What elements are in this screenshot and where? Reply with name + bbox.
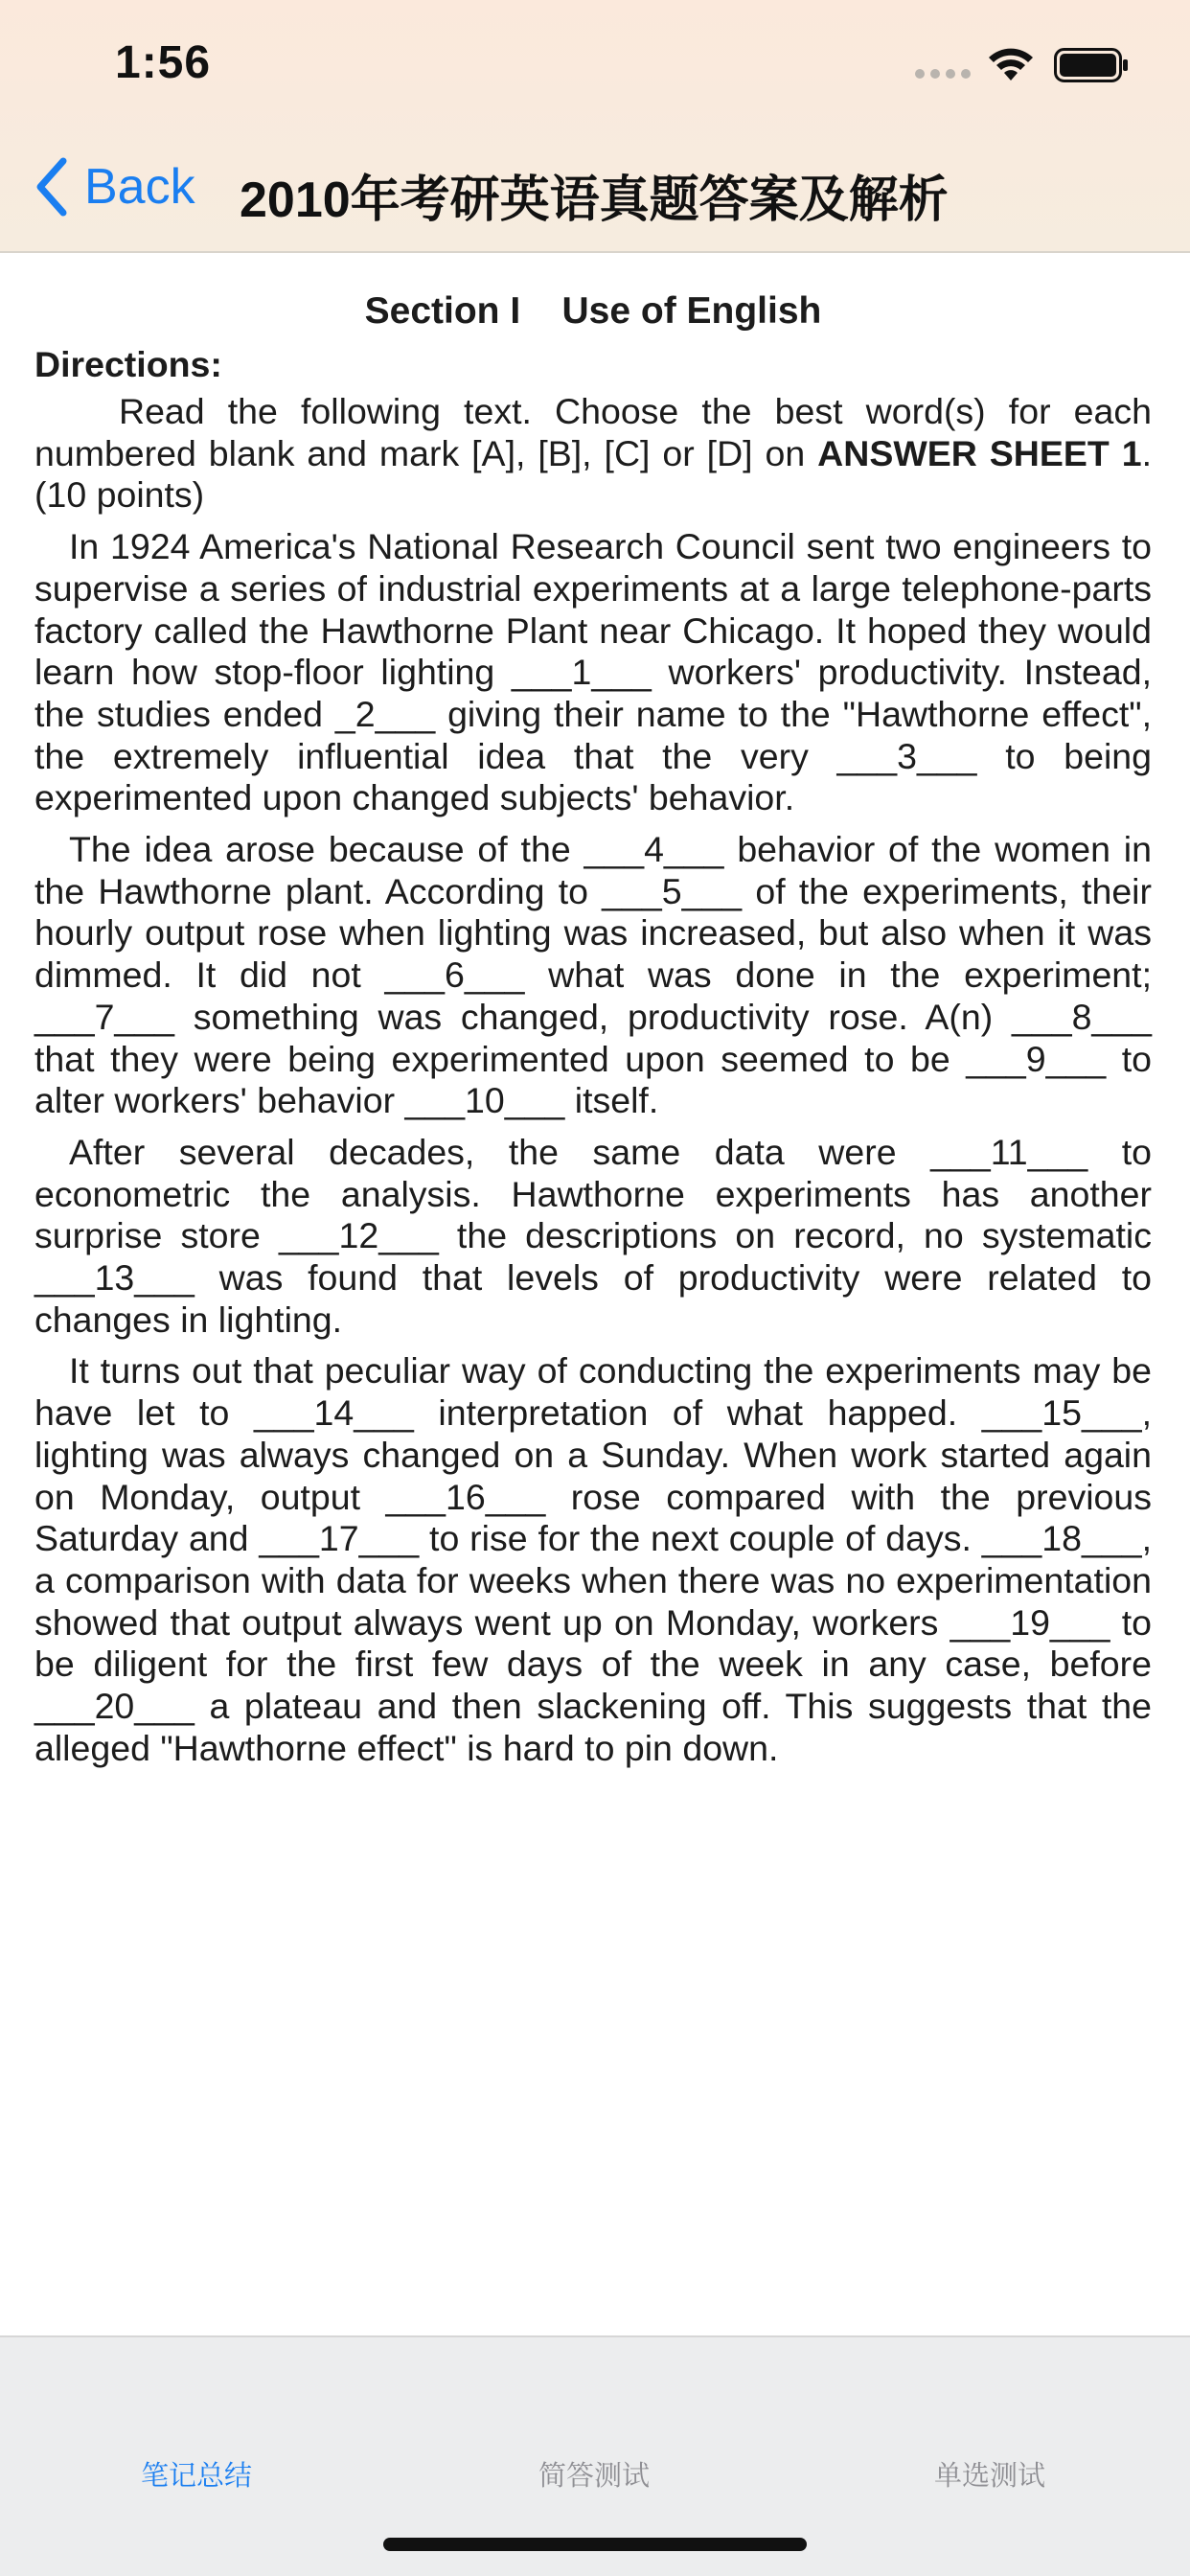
directions-text: [34, 391, 1152, 517]
tab-notes-summary[interactable]: 笔记总结: [140, 2461, 252, 2492]
navigation-header: [0, 0, 1190, 253]
cellular-signal-icon: [915, 69, 971, 79]
section-title: Section I Use of English: [364, 290, 822, 332]
paragraph-3: After several decades, the same data were ___11___ to econometric the analysis. Hawthorne experiments has another surprise store ___12___ the descriptions on record, no systematic ___13___ was found that levels of productivity were related to changes in lighting.: [34, 1131, 1152, 1340]
paragraph-2: The idea arose because of the ___4___ behavior of the women in the Hawthorne plant. According to ___5___ of the experiments, their hourly output rose when lighting was increased, but also when it was dimmed. It did not ___6___ what was done in the experiment; ___7___ something was changed, productivity rose. A(n) ___8___ that they were being experimented upon seemed to be ___9___ to alter workers' behavior ___10___ itself.: [34, 829, 1152, 1121]
tab-short-answer-test[interactable]: 简答测试: [538, 2461, 650, 2492]
directions-label: Directions:: [34, 344, 222, 384]
page-title: 2010年考研英语真题答案及解析: [240, 172, 949, 228]
wifi-icon: [987, 46, 1035, 84]
tab-single-choice-test[interactable]: 单选测试: [933, 2461, 1045, 2492]
back-button[interactable]: [33, 153, 195, 220]
status-time: 1:56: [115, 37, 212, 88]
directions-text-pre: Read the following text. Choose the best word(s) for each numbered blank and mark [A], [B], [C] or [D] on: [34, 391, 1152, 473]
back-button-label: Back: [84, 159, 195, 215]
battery-icon: [1054, 48, 1129, 82]
chevron-left-icon: [33, 157, 71, 217]
directions-text-post: . (10 points): [34, 432, 1152, 516]
paragraph-4: It turns out that peculiar way of conducting the experiments may be have let to ___14___ interpretation of what happed. ___15___, lighting was always changed on a Sunday. When work started again on Monday, output ___16___ rose compared with the previous Saturday and ___17___ to rise for the next couple of days. ___18___, a comparison with data for weeks when there was no experimentation showed that output always went up on Monday, workers ___19___ to be diligent for the first few days of the week in any case, before ___20___ a plateau and then slackening off. This suggests that the alleged "Hawthorne effect" is hard to pin down.: [34, 1350, 1152, 1768]
paragraph-1: In 1924 America's National Research Council sent two engineers to supervise a series of industrial experiments at a large telephone-parts factory called the Hawthorne Plant near Chicago. It hoped they would learn how stop-floor lighting ___1___ workers' productivity. Instead, the studies ended _2___ giving their name to the "Hawthorne effect", the extremely influential idea that the very ___3___ to being experimented upon changed subjects' behavior.: [34, 526, 1152, 818]
answer-sheet-label: ANSWER SHEET 1: [817, 432, 1142, 473]
article-content: [34, 288, 1152, 1780]
home-indicator[interactable]: [383, 2538, 807, 2551]
